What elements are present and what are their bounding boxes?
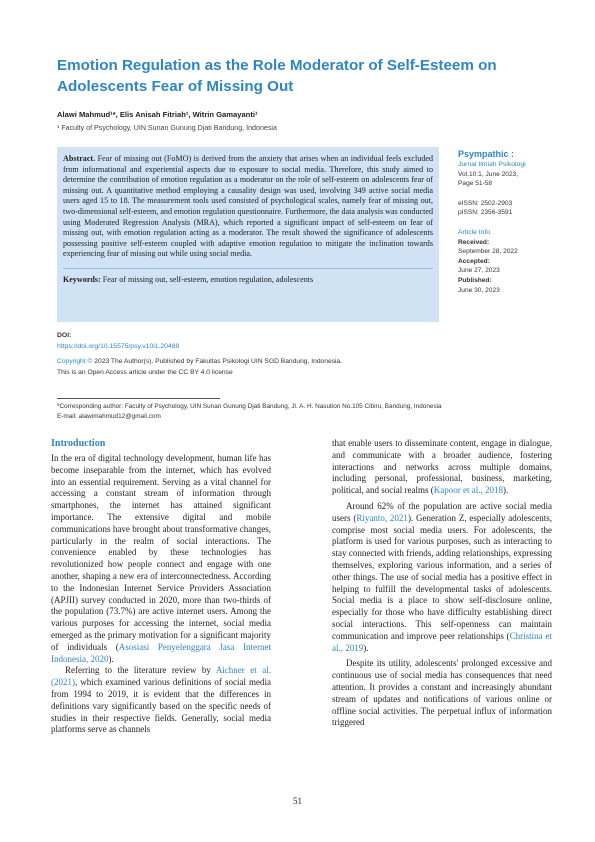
- journal-volume: Vol.10:1, June 2023,: [458, 170, 519, 178]
- published-date: June 30, 2023: [458, 286, 500, 294]
- paragraph: Around 62% of the population are active social media users (Riyanto, 2021). Generation Z, especially adolescents, comprise most social media users. For adolescents, the platform is used for various purposes, such as interacting to stay connected with friends, adding relationships, expressing themselves, exploring various information, and a series of other things. The use of social media has a positive effect in helping to fulfill the developmental tasks of adolescents. Social media is a place to show self-disclosure online, especially for those who have difficulty establishing direct social interactions. This self-openness can maintain communication and improve peer relationships (Christina et al., 2019).: [332, 500, 552, 653]
- abstract: [63, 154, 433, 260]
- received-label: Received:: [458, 238, 490, 246]
- accepted-label: Accepted:: [458, 257, 490, 265]
- doi-block: [57, 330, 547, 352]
- paragraph: In the era of digital technology development, human life has become inseparable from the internet, which has evolved into an essential requirement. Serving as a vital channel for accessing a constant stream of information through smartphones, the internet has attained significant importance. The extensive digital and mobile communications have brought about transformative changes, particularly in the realm of social interactions. The convenience enabled by these technologies has revolutionized how people connect and engage with one another, shaping a new era of interconnectedness. According to the Indonesian Internet Service Providers Association (APJII) survey conducted in 2020, more than two-thirds of the population (73.7%) are active internet users. Among the various purposes for accessing the internet, social media emerged as the primary motivation for a significant majority of individuals (Asosiasi Penyelenggara Jasa Internet Indonesia, 2020).: [51, 453, 271, 664]
- article-info-heading: Article Info: [458, 228, 491, 236]
- abstract-label: Abstract.: [63, 154, 96, 163]
- doi-link[interactable]: https://doi.org/10.15575/psy.v10i1.20489: [57, 343, 180, 350]
- doi-label: DOI:: [57, 332, 72, 339]
- page-number: 51: [293, 796, 302, 806]
- author-email: E-mail: alawimahmud12@gmail.com: [57, 413, 161, 420]
- citation-link[interactable]: Riyanto, 2021: [356, 512, 408, 523]
- footnote-divider: [57, 398, 220, 399]
- citation-link[interactable]: Kapoor et al., 2018: [433, 485, 503, 496]
- journal-subtitle: Jurnal Ilmiah Psikologi: [458, 161, 526, 168]
- license-text: This is an Open Access article under the CC BY 4.0 license: [57, 369, 233, 376]
- affiliation: ¹ Faculty of Psychology, UIN Sunan Gunung Djati Bandung, Indonesia: [57, 124, 277, 132]
- keywords: [63, 275, 433, 286]
- paragraph: Referring to the literature review by Aichner et al. (2021), which examined various definitions of social media from 1994 to 2019, it is evident that the differences in definitions vary significantly based on the specific needs of studies in their respective fields. Generally, social media platforms serve as channels: [51, 665, 271, 735]
- paper-title: Emotion Regulation as the Role Moderator of Self-Esteem on Adolescents Fear of Missing Out: [57, 57, 497, 95]
- footnote: [57, 402, 547, 422]
- citation-link[interactable]: Christina et al., 2019: [332, 630, 552, 653]
- published-label: Published:: [458, 276, 492, 284]
- received-date: September 28, 2022: [458, 248, 518, 256]
- author-list: Alawi Mahmud¹*, Elis Anisah Fitriah¹, Witrin Gamayanti¹: [57, 110, 258, 119]
- journal-sidebar: [458, 148, 553, 295]
- corresponding-author: *Corresponding author: Faculty of Psychology, UIN Sunan Gunung Djati Bandung, Jl. A. H. Nasution No.105 Cibiru, Bandung, Indonesia: [57, 403, 442, 410]
- journal-name: Psympathic :: [458, 149, 515, 159]
- pissn: pISSN: 2356-3591: [458, 209, 513, 217]
- journal-pages: Page 51-58: [458, 180, 493, 188]
- keywords-text: Fear of missing out, self-esteem, emotion regulation, adolescents: [102, 274, 314, 284]
- copyright-label: Copyright ©: [57, 358, 93, 365]
- eissn: eISSN: 2502-2903: [458, 199, 513, 207]
- body-column-left: [51, 437, 271, 736]
- section-heading: Introduction: [51, 438, 106, 449]
- abstract-divider: [63, 268, 433, 269]
- abstract-box: [57, 147, 439, 322]
- copyright-block: [57, 356, 547, 378]
- keywords-label: Keywords:: [63, 274, 101, 284]
- citation-link[interactable]: Asosiasi Penyelenggara Jasa Internet Indonesia, 2020: [51, 641, 271, 664]
- accepted-date: June 27, 2023: [458, 267, 500, 275]
- abstract-text: Fear of missing out (FoMO) is derived from the anxiety that arises when an individual feels excluded from informational and experiential aspects due to exposure to social media. Therefore, this study aimed to determine the contribution of emotion regulation as a moderator on the role of self-esteem on adolescents fear of missing out. A quantitative method employing a causality design was used, involving 349 active social media users aged 15 to 18. The measurement tools used consisted of psychological scales, namely fear of missing out, two-dimensional self-esteem, and emotion regulation questionnaire. Furthermore, the data analysis was conducted using Moderated Regression Analysis (MRA), which reported a significant impact of self-esteem on fear of missing out, with emotion regulation acting as a moderator. The result showed the significance of adolescents possessing positive self-esteem coupled with adaptive emotion regulation to mitigate the inclination towards experiencing fear of missing out while using social media.: [63, 154, 434, 259]
- paragraph: Despite its utility, adolescents' prolonged excessive and continuous use of social media has consequences that need attention. It provides a constant and increasingly abundant stream of updates and notifications of various online or offline social activities. The perpetual influx of information triggered: [332, 658, 552, 728]
- body-column-right: [332, 438, 552, 729]
- paragraph: that enable users to disseminate content, engage in dialogue, and communicate with a broader audience, fostering interactions and networks across multiple domains, including personal, professional, business, marketing, political, and social realms (Kapoor et al., 2018).: [332, 438, 552, 496]
- copyright-text: 2023 The Author(s). Published by Fakultas Psikologi UIN SGD Bandung, Indonesia.: [92, 358, 343, 365]
- citation-link[interactable]: Aichner et al. (2021): [51, 665, 271, 688]
